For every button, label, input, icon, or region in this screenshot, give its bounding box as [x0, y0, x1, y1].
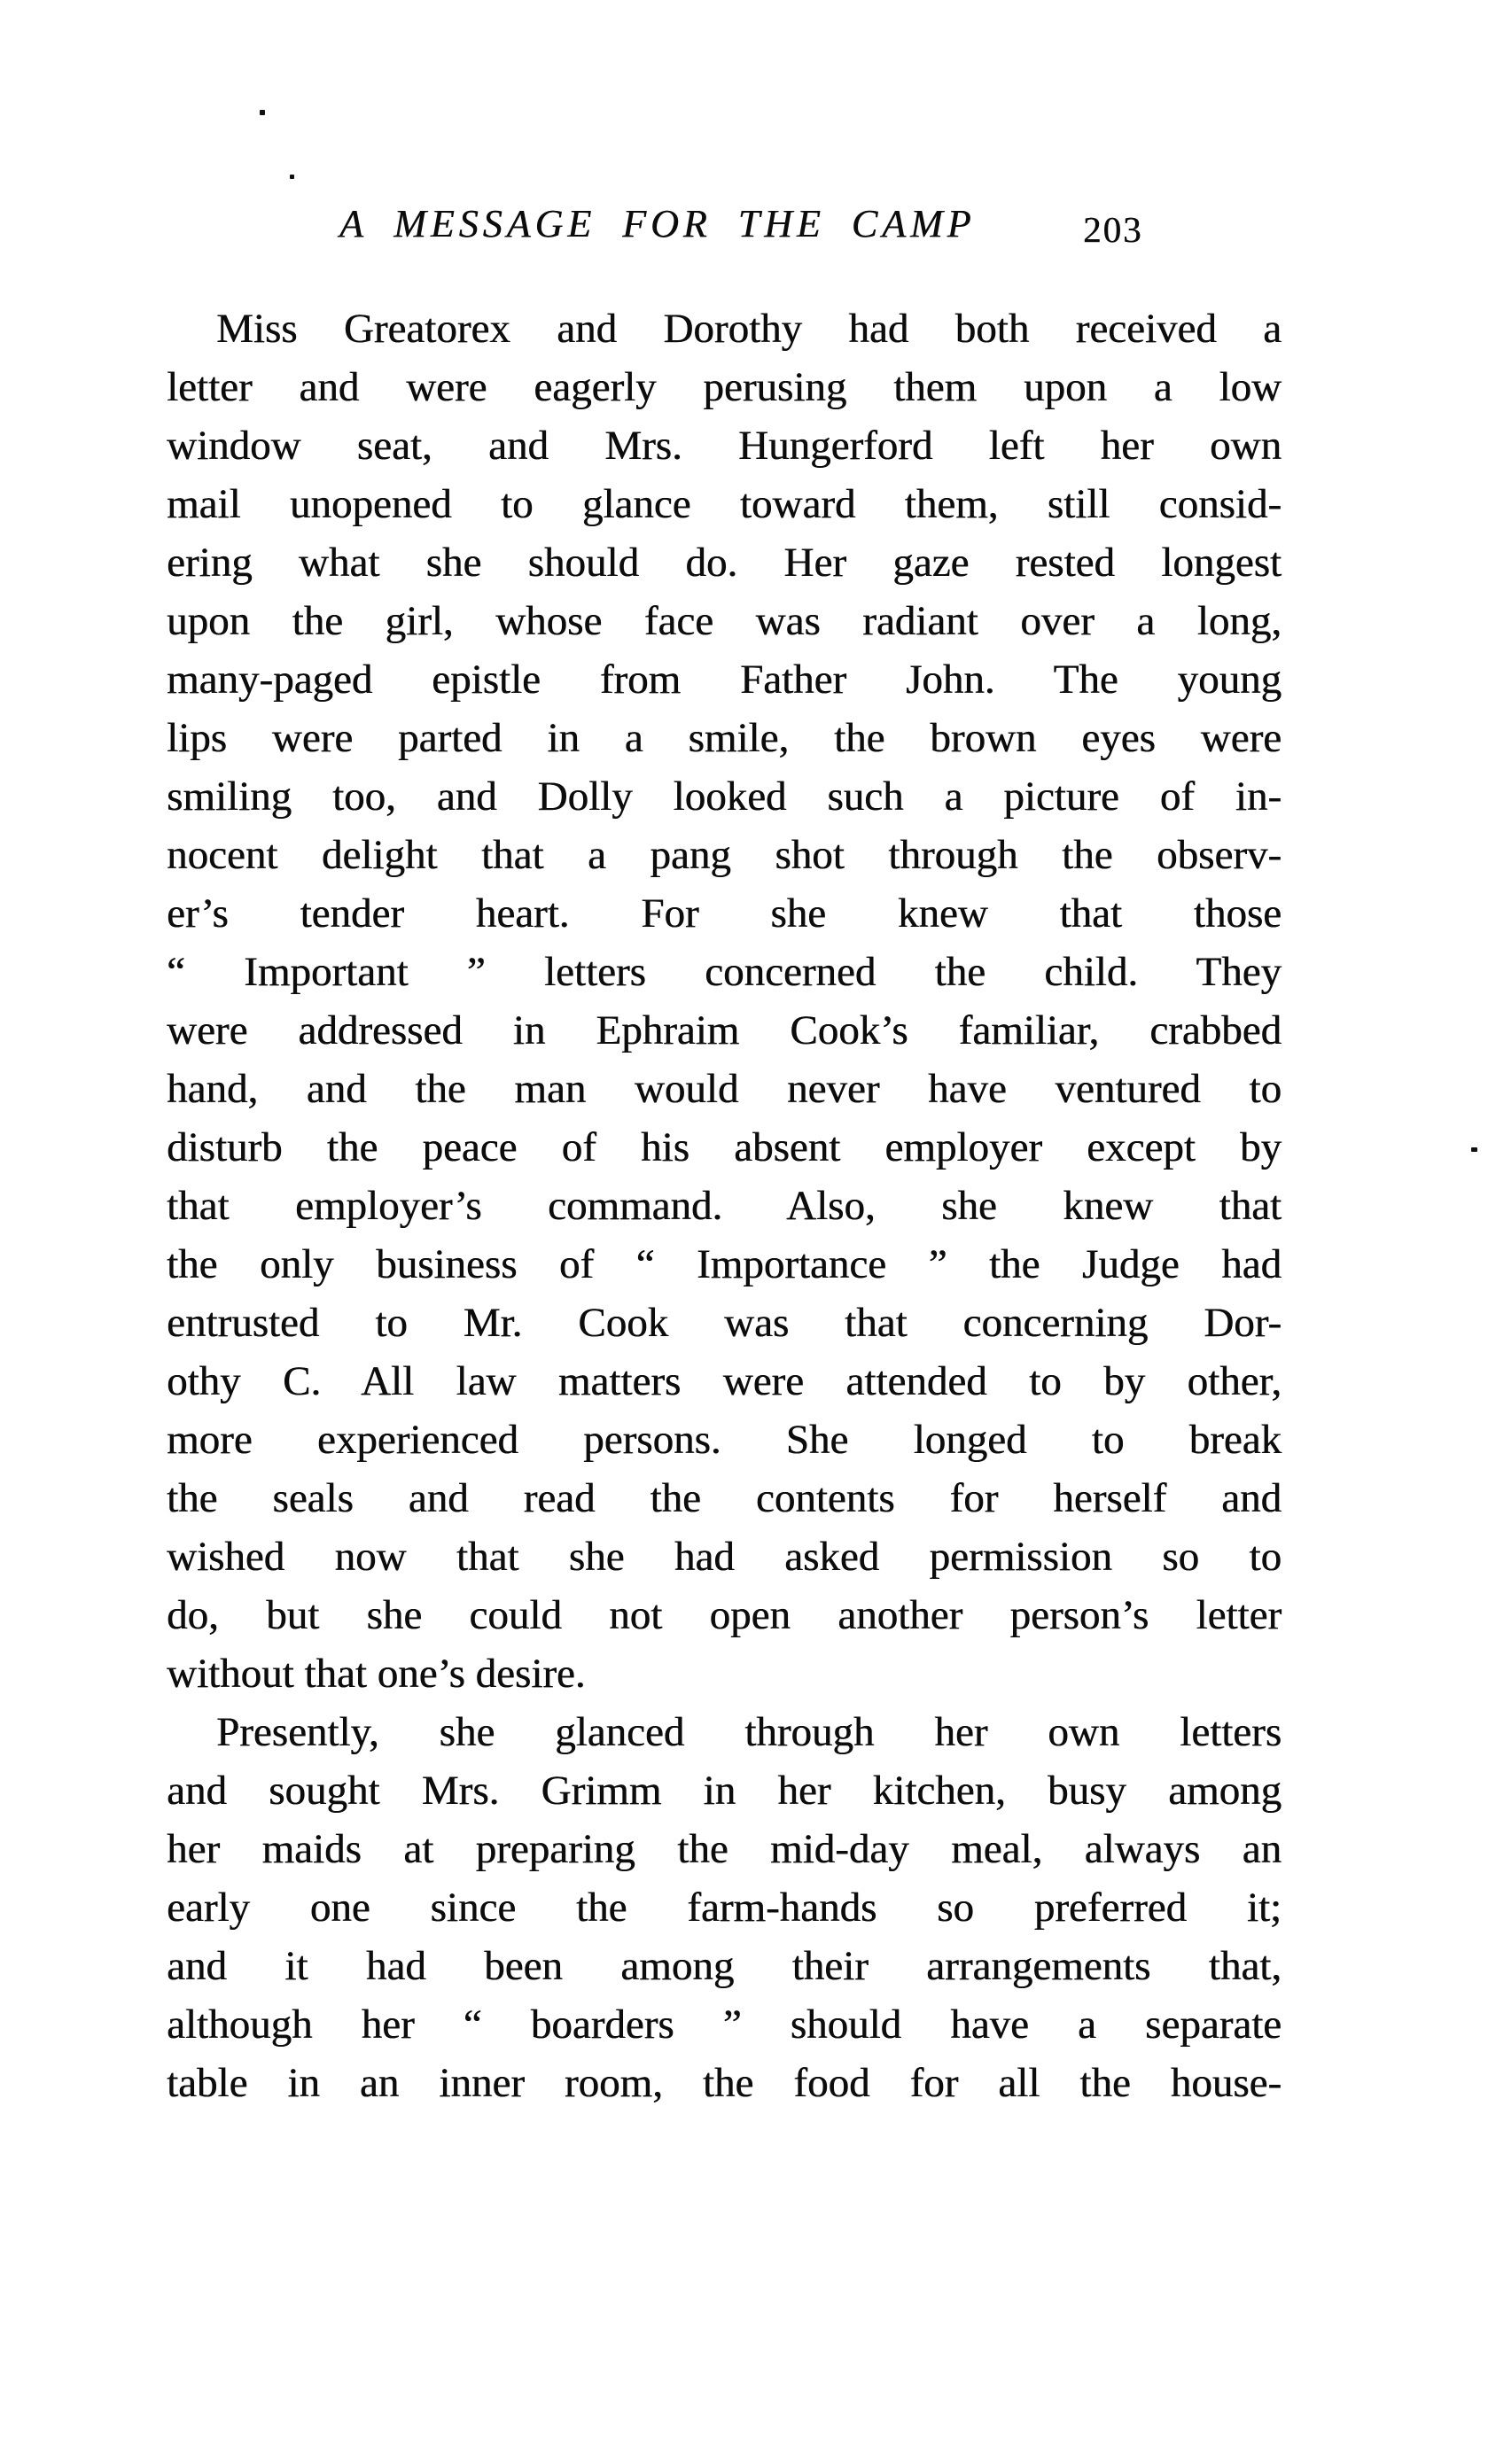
text-line: her maids at preparing the mid-day meal, always an [167, 1826, 1282, 1872]
text-line: disturb the peace of his absent employer except by [167, 1124, 1282, 1170]
text-line: nocent delight that a pang shot through the observ- [167, 832, 1282, 878]
text-line: othy C. All law matters were attended to by other, [167, 1358, 1282, 1404]
text-line: table in an inner room, the food for all the house- [167, 2060, 1282, 2106]
text-line: the seals and read the contents for herself and [167, 1475, 1282, 1521]
text-line: lips were parted in a smile, the brown eyes were [167, 715, 1282, 761]
text-line: more experienced persons. She longed to break [167, 1417, 1282, 1463]
text-line: Presently, she glanced through her own letters [216, 1709, 1282, 1755]
scan-speck [260, 110, 265, 115]
text-line: entrusted to Mr. Cook was that concerning Dor- [167, 1300, 1282, 1346]
text-line: Miss Greatorex and Dorothy had both received a [216, 306, 1282, 352]
paragraph [167, 1703, 1282, 2112]
text-line: and it had been among their arrangements that, [167, 1943, 1282, 1989]
text-line: and sought Mrs. Grimm in her kitchen, busy among [167, 1768, 1282, 1814]
text-line: er’s tender heart. For she knew that those [167, 890, 1282, 937]
text-line: letter and were eagerly perusing them upon a low [167, 364, 1282, 410]
text-line: do, but she could not open another person’s letter [167, 1592, 1282, 1638]
text-line: window seat, and Mrs. Hungerford left her own [167, 423, 1282, 469]
scan-speck [1471, 1147, 1477, 1152]
text-line: upon the girl, whose face was radiant over a long, [167, 598, 1282, 644]
text-line: the only business of “ Importance ” the Judge had [167, 1241, 1282, 1287]
scan-speck [290, 175, 294, 179]
text-line: without that one’s desire. [167, 1651, 586, 1697]
text-line: smiling too, and Dolly looked such a picture of in- [167, 773, 1282, 820]
text-line: early one since the farm-hands so preferred it; [167, 1885, 1282, 1931]
text-line: were addressed in Ephraim Cook’s familiar, crabbed [167, 1007, 1282, 1053]
running-title: A MESSAGE FOR THE CAMP [339, 202, 976, 245]
text-line: although her “ boarders ” should have a separate [167, 2002, 1282, 2048]
page-number: 203 [1083, 209, 1143, 250]
text-line: mail unopened to glance toward them, still consid- [167, 481, 1282, 527]
text-line: “ Important ” letters concerned the child. They [167, 949, 1282, 995]
paragraph [167, 299, 1282, 1703]
page-body [167, 299, 1282, 2112]
text-line: ering what she should do. Her gaze rested longest [167, 540, 1282, 586]
text-line: wished now that she had asked permission so to [167, 1534, 1282, 1580]
text-line: many-paged epistle from Father John. The young [167, 657, 1282, 703]
text-line: that employer’s command. Also, she knew that [167, 1183, 1282, 1229]
text-line: hand, and the man would never have ventured to [167, 1066, 1282, 1112]
